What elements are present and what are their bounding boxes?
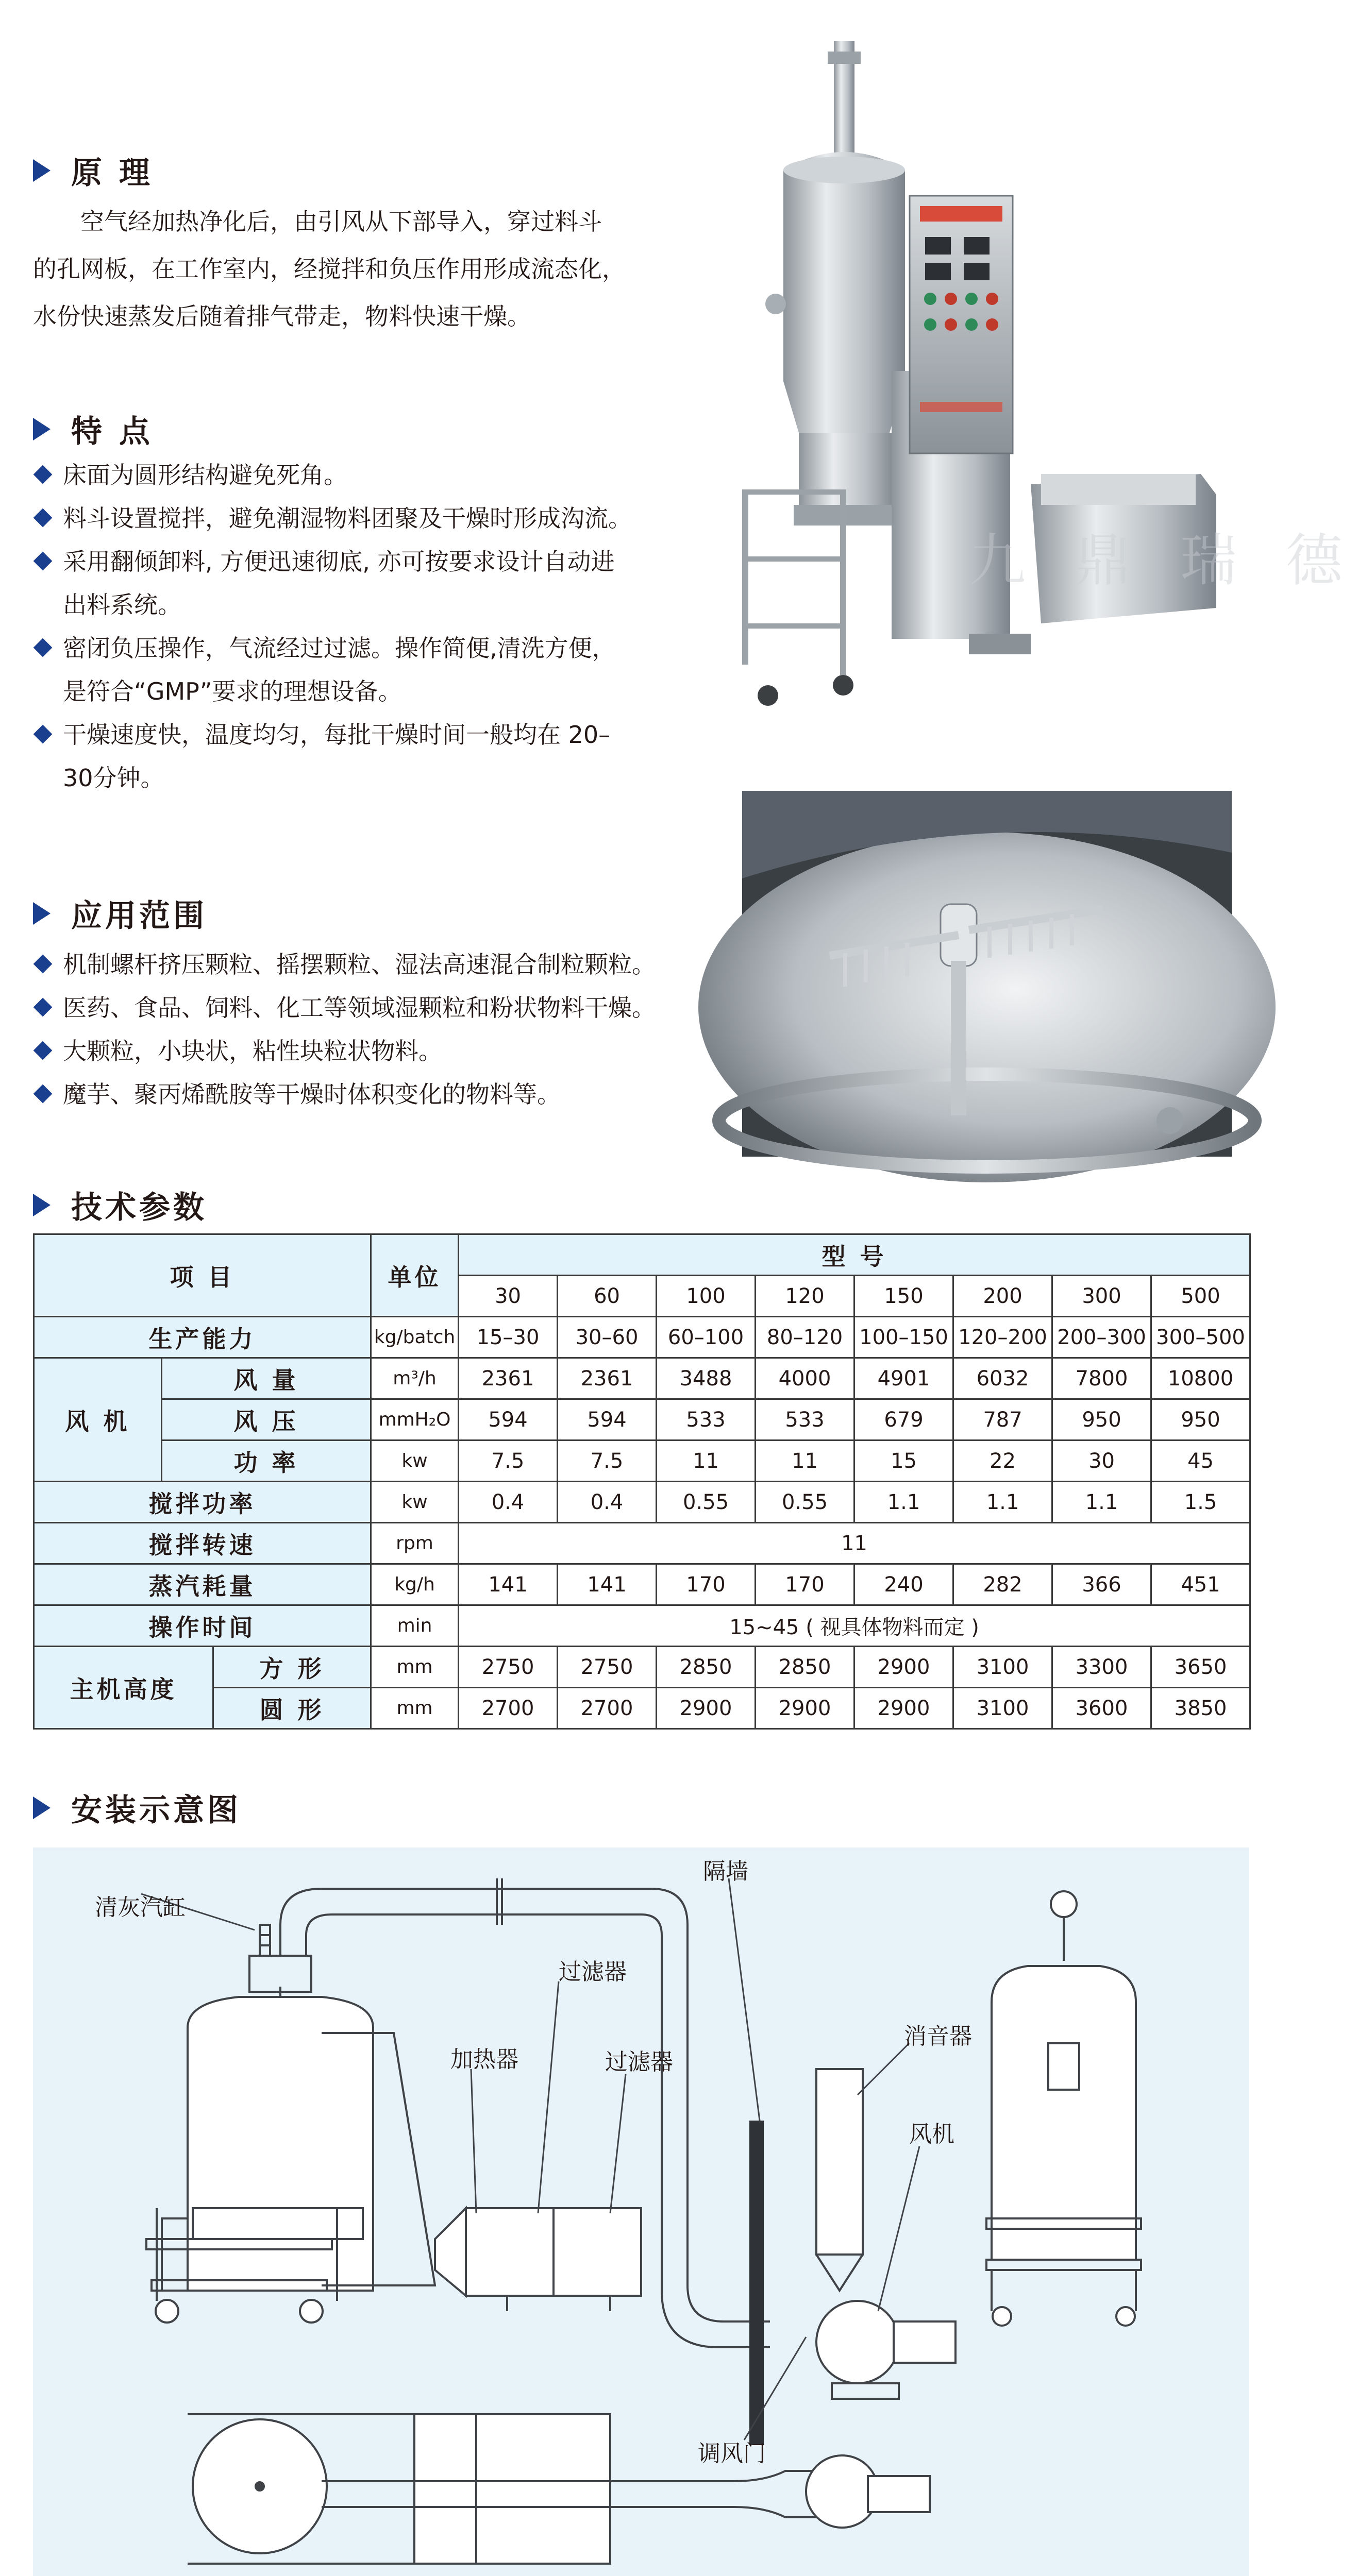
row-label: 搅拌功率 [34,1482,371,1523]
model-cell: 150 [854,1276,953,1317]
value-cell: 200–300 [1052,1317,1151,1358]
model-cell: 120 [756,1276,854,1317]
unit-cell: mmH₂O [371,1399,459,1440]
header-model: 型 号 [459,1234,1250,1276]
unit-cell: mm [371,1647,459,1688]
list-item: 魔芋、聚丙烯酰胺等干燥时体积变化的物料等。 [33,1073,718,1116]
list-item: 机制螺杆挤压颗粒、摇摆颗粒、湿法高速混合制粒颗粒。 [33,943,718,986]
row-label: 圆 形 [213,1688,371,1729]
value-cell: 451 [1151,1564,1250,1605]
value-cell: 533 [756,1399,854,1440]
unit-cell: mm [371,1688,459,1729]
principle-line: 水份快速蒸发后随着排气带走，物料快速干燥。 [33,302,531,330]
table-row [34,1605,1250,1647]
value-cell: 1.5 [1151,1482,1250,1523]
table-row [34,1647,1250,1688]
application-heading [33,891,207,936]
value-cell: 2900 [854,1688,953,1729]
value-cell: 240 [854,1564,953,1605]
features-heading [33,407,153,451]
label-partition-wall: 隔墙 [703,1858,748,1885]
value-cell: 3650 [1151,1647,1250,1688]
unit-cell: min [371,1605,459,1647]
application-list [33,943,718,1116]
list-item: 大颗粒，小块状，粘性块粒状物料。 [33,1029,718,1073]
application-title: 应用范围 [71,898,207,934]
list-item: 医药、食品、饲料、化工等领域湿颗粒和粉状物料干燥。 [33,986,718,1029]
value-cell: 2700 [459,1688,558,1729]
value-cell: 100–150 [854,1317,953,1358]
table-row [34,1317,1250,1358]
value-cell: 11 [657,1440,756,1482]
row-label: 风 量 [162,1358,371,1399]
model-cell: 60 [558,1276,657,1317]
label-filter-top: 过滤器 [559,1959,627,1985]
watermark: 九 鼎 瑞 德 [969,528,1358,594]
table-row [34,1440,1250,1482]
row-label: 生产能力 [34,1317,371,1358]
principle-line: 空气经加热净化后，由引风从下部导入，穿过料斗 [80,208,602,235]
triangle-bullet-icon [33,902,51,925]
value-cell: 80–120 [756,1317,854,1358]
value-cell: 45 [1151,1440,1250,1482]
value-cell: 1.1 [953,1482,1052,1523]
header-unit: 单位 [371,1234,459,1317]
model-cell: 500 [1151,1276,1250,1317]
list-item: 密闭负压操作，气流经过过滤。操作简便,清洗方便， 是符合“GMP”要求的理想设备。 [33,626,718,713]
table-row [34,1399,1250,1440]
value-cell: 282 [953,1564,1052,1605]
specs-title: 技术参数 [71,1190,207,1226]
table-row [34,1234,1250,1276]
table-row [34,1688,1250,1729]
value-cell: 2361 [459,1358,558,1399]
value-cell: 141 [558,1564,657,1605]
list-item: 床面为圆形结构避免死角。 [33,453,718,497]
list-item: 料斗设置搅拌，避免潮湿物料团聚及干燥时形成沟流。 [33,497,718,540]
unit-cell: m³/h [371,1358,459,1399]
value-cell: 3488 [657,1358,756,1399]
list-item: 采用翻倾卸料, 方便迅速彻底, 亦可按要求设计自动进 出料系统。 [33,540,718,626]
value-cell: 15~45 ( 视具体物料而定 ) [459,1605,1250,1647]
row-label: 方 形 [213,1647,371,1688]
install-title: 安装示意图 [71,1792,241,1828]
row-label: 风 压 [162,1399,371,1440]
value-cell: 950 [1052,1399,1151,1440]
label-fan: 风机 [909,2121,954,2147]
table-row [34,1523,1250,1564]
value-cell: 141 [459,1564,558,1605]
triangle-bullet-icon [33,418,51,440]
install-heading [33,1786,241,1830]
unit-cell: kg/h [371,1564,459,1605]
spec-table [33,1233,1251,1730]
principle-text [33,198,703,340]
table-row [34,1358,1250,1399]
row-group-label: 风 机 [34,1358,162,1482]
value-cell: 0.55 [657,1482,756,1523]
value-cell: 4901 [854,1358,953,1399]
unit-cell: kw [371,1482,459,1523]
value-cell: 2900 [854,1647,953,1688]
row-label: 蒸汽耗量 [34,1564,371,1605]
drying-chamber-photo [742,791,1232,1157]
value-cell: 7800 [1052,1358,1151,1399]
triangle-bullet-icon [33,1797,51,1819]
features-title: 特 点 [71,414,153,450]
value-cell: 30–60 [558,1317,657,1358]
unit-cell: kw [371,1440,459,1482]
value-cell: 15–30 [459,1317,558,1358]
value-cell: 22 [953,1440,1052,1482]
value-cell: 11 [459,1523,1250,1564]
principle-line: 的孔网板，在工作室内，经搅拌和负压作用形成流态化， [33,255,626,283]
value-cell: 60–100 [657,1317,756,1358]
value-cell: 300–500 [1151,1317,1250,1358]
value-cell: 2361 [558,1358,657,1399]
value-cell: 594 [558,1399,657,1440]
row-label: 功 率 [162,1440,371,1482]
label-damper: 调风门 [698,2441,766,2467]
value-cell: 7.5 [558,1440,657,1482]
value-cell: 2700 [558,1688,657,1729]
install-diagram [33,1848,1249,2576]
value-cell: 11 [756,1440,854,1482]
label-silencer: 消音器 [904,2023,972,2049]
value-cell: 6032 [953,1358,1052,1399]
header-item: 项 目 [34,1234,371,1317]
value-cell: 170 [657,1564,756,1605]
value-cell: 787 [953,1399,1052,1440]
model-cell: 100 [657,1276,756,1317]
label-filter-right: 过滤器 [605,2049,673,2075]
value-cell: 2850 [756,1647,854,1688]
value-cell: 0.4 [459,1482,558,1523]
value-cell: 366 [1052,1564,1151,1605]
value-cell: 533 [657,1399,756,1440]
unit-cell: kg/batch [371,1317,459,1358]
label-ash-cylinder: 清灰汽缸 [95,1894,186,1921]
value-cell: 0.4 [558,1482,657,1523]
value-cell: 170 [756,1564,854,1605]
value-cell: 30 [1052,1440,1151,1482]
value-cell: 3600 [1052,1688,1151,1729]
principle-title: 原 理 [71,155,153,191]
table-row [34,1482,1250,1523]
value-cell: 3850 [1151,1688,1250,1729]
value-cell: 3100 [953,1688,1052,1729]
list-item: 干燥速度快，温度均匀，每批干燥时间一般均在 20– 30分钟。 [33,713,718,800]
value-cell: 679 [854,1399,953,1440]
value-cell: 15 [854,1440,953,1482]
value-cell: 2900 [756,1688,854,1729]
principle-heading [33,148,153,193]
value-cell: 2900 [657,1688,756,1729]
value-cell: 120–200 [953,1317,1052,1358]
value-cell: 10800 [1151,1358,1250,1399]
unit-cell: rpm [371,1523,459,1564]
value-cell: 4000 [756,1358,854,1399]
triangle-bullet-icon [33,1194,51,1216]
features-list [33,453,718,800]
value-cell: 7.5 [459,1440,558,1482]
value-cell: 2750 [459,1647,558,1688]
table-row [34,1564,1250,1605]
value-cell: 2850 [657,1647,756,1688]
model-cell: 300 [1052,1276,1151,1317]
label-heater: 加热器 [450,2046,518,2073]
value-cell: 1.1 [1052,1482,1151,1523]
value-cell: 3300 [1052,1647,1151,1688]
value-cell: 2750 [558,1647,657,1688]
value-cell: 3100 [953,1647,1052,1688]
row-label: 操作时间 [34,1605,371,1647]
specs-heading [33,1183,207,1227]
value-cell: 1.1 [854,1482,953,1523]
value-cell: 950 [1151,1399,1250,1440]
model-cell: 30 [459,1276,558,1317]
row-group-label: 主机高度 [34,1647,213,1729]
row-label: 搅拌转速 [34,1523,371,1564]
value-cell: 594 [459,1399,558,1440]
triangle-bullet-icon [33,159,51,182]
model-cell: 200 [953,1276,1052,1317]
value-cell: 0.55 [756,1482,854,1523]
dryer-machine-photo [722,41,1247,732]
